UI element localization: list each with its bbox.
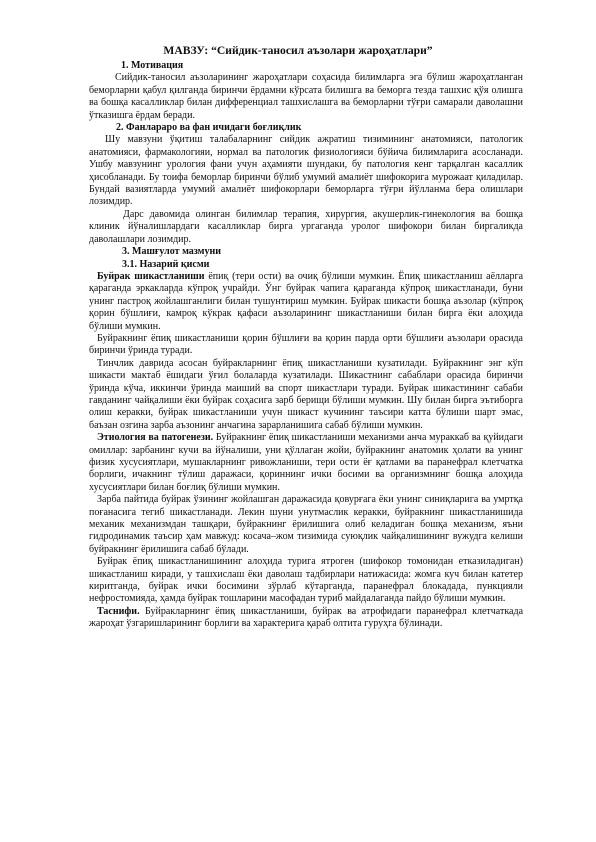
kidney-injury-term: Буйрак шикастланиши [97, 270, 205, 282]
classification-text: Буйракларнинг ёпиқ шикастланиши, буйрак ва атрофидаги паранефрал клетчаткада жароҳат ўзгаришларининг борлиги ва характерига қараб олтита гуруҳга бўлинади. [89, 605, 524, 630]
motivation-paragraph: Сийдик-таносил аъзоларининг жароҳатлари соҳасида билимларга эга бўлиш жароҳатланган беморларни қабул қилганда биринчи ёрдамни кўрсата билишга ва беморга тезда ташхис қўя олишга ва бошқа касалликлар билан дифференциал ташхислашга ва беморларни тўғри самарали даволашни ўтказишга ёрдам беради. [89, 72, 523, 121]
kidney-injury-paragraph-3: Тинчлик даврида асосан буйракларнинг ёпиқ шикастланиши кузатилади. Буйракнинг энг кўп шикасти мактаб ёшидаги ўғил болаларда кузатилади. Шикастнинг сабаблари орасида биринчи ўринда кўча, иккинчи ўринда маиший ва спорт шикастлари туради. Буйрак шикастининг сабаби гавданинг чайқалиши ёки буйрак соҳасига зарб берищи бўлиши мумкин. Шу билан бирга эътиборга олиш керакки, буйрак шикастланиши учун шикаст кучининг таъсири катта бўлиши шарт эмас, баъзан озгина зарба аъзонинг анчагина зарарланишига сабаб бўлиши мумкин. [89, 357, 523, 431]
classification-paragraph [89, 606, 523, 631]
etiology-paragraph-2: Зарба пайтида буйрак ўзининг жойлашган даражасида қовурғага ёки унинг синиқларига ва умртқа поғанасига тегиб шикастланади. Лекин шуни унутмаслик керакки, буйракнинг шикастланишида механик механизмдан ташқари, буйракнинг ёрилишига олиб келадиган бошқа механизм, яъни гидродинамик таъсир ҳам мавжуд: косача–жом тизимида суюқлик чайқалишининг вужудга келиши буйракнинг ёрилишига сабаб бўлади. [89, 494, 523, 555]
interdisciplinary-heading: 2. Фанлараро ва фан ичидаги боғлиқлик [116, 122, 302, 134]
interdisciplinary-paragraph-1: Шу мавзуни ўқитиш талабаларнинг сийдик ажратиш тизимининг анатомияси, патологик анатомияси, фармакологияи, нормал ва патологик физиологияси бўйича билимларига асосланади. Ушбу мавзунинг урология фани учун аҳамияти шундаки, бу патология кенг тарқалган касаллик ҳисобланади. Бу тоифа беморлар биринчи бўлиб умумий амалиёт шифокорига мурожаат қиладилар. Бундай вазиятларда умумий амалиёт шифокорлари беморларга тўғри йўлланма бера олишлари лозимдир. [89, 134, 523, 208]
theory-heading: 3.1. Назарий қисми [122, 258, 210, 270]
etiology-paragraph-3: Буйрак ёпиқ шикастланишининг алоҳида турига ятроген (шифокор томонидан етказиладиган) шикастланиш киради, у ташхислаш ёки даволаш тадбирлари натижасида: жомга куч билан катетер киритганда, буйрак ички босимини зўрлаб кўтарганда, паранефрал блокадада, пункцияли нефростомияда, ҳамда буйрак тошларини масофадан туриб майдалаганда пайдо бўлиши мумкин. [89, 556, 523, 605]
kidney-injury-text-1: ёпиқ (тери ости) ва очиқ бўлиши мумкин. Ёпиқ шикастланиш аёлларга қараганда эркакларда кўпроқ учрайди. Ўнг буйрак чапига қараганда кўпроқ шикастланади, буни унинг пастроқ жойлашганлиги билан тушунтириш мумкин. Буйрак шикасти бошқа аъзолар (кўпроқ қорин бўшлиғи, камроқ кўкрак қафаси аъзоларининг шикастланиши билан бирга ёки алоҳида бўлиши мумкин. [89, 270, 524, 332]
interdisciplinary-paragraph-2: Дарс давомида олинган билимлар терапия, хирургия, акушерлик-гинекология ва бошқа клиник йўналишлардаги касалликлар бирга ургаганда уролог шифокори билан биргаликда даволашлари лозимдир. [89, 208, 523, 245]
etiology-term: Этиология ва патогенези. [97, 432, 214, 444]
content-heading: 3. Машғулот мазмуни [122, 246, 222, 258]
etiology-paragraph-1 [89, 432, 523, 494]
classification-term: Таснифи. [97, 605, 140, 617]
document-body [89, 60, 523, 631]
kidney-injury-paragraph-2: Буйракнинг ёпиқ шикастланиши қорин бўшлиғи ва қорин парда орти бўшлиғи аъзолари орасида биринчи ўринда туради. [89, 332, 523, 357]
etiology-text-1: Буйракнинг ёпиқ шикастланиши механизми анча мураккаб ва қуйидаги омиллар: зарбанинг кучи ва йўналиши, уни қўллаган жойи, буйракнинг анатомик ҳолати ва унинг физик хусусиятлари, мушакларнинг ривожланиши, тери ости ёғ қатлами ва паранефрал клетчатка борлиги, ичакнинг тўлиш даражаси, қориннинг ички босими ва организмнинг бошқа алоҳида хусусиятлари билан боғлиқ бўлиши мумкин. [89, 432, 524, 493]
kidney-injury-paragraph-1 [89, 271, 523, 333]
page-title: МАВЗУ: “Сийдик-таносил аъзолари жароҳатлари” [163, 44, 433, 57]
motivation-heading: 1. Мотивация [121, 60, 184, 71]
